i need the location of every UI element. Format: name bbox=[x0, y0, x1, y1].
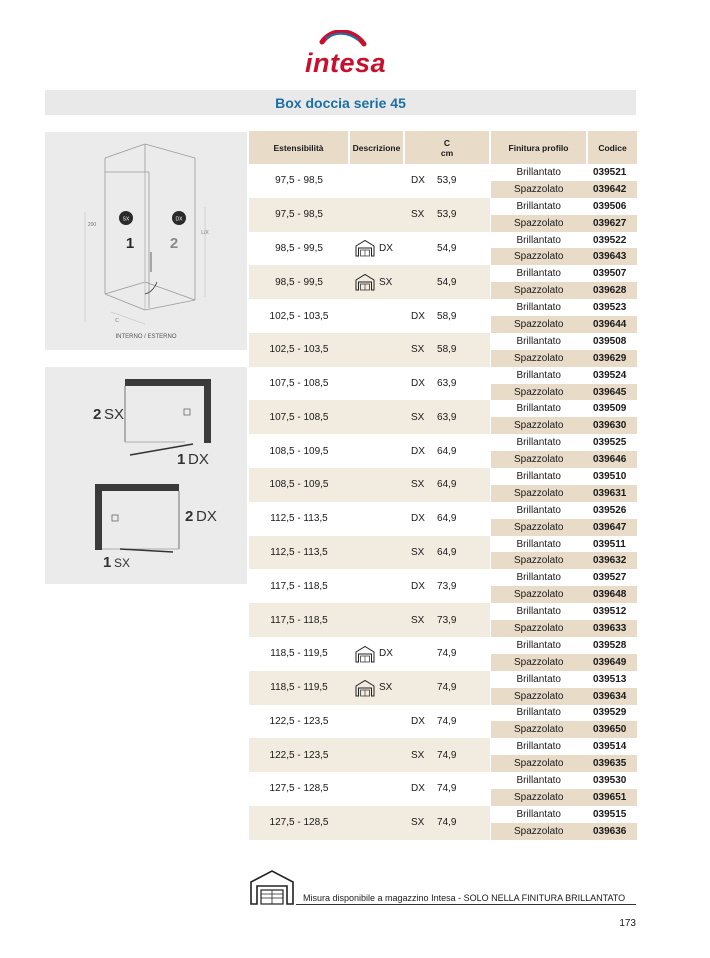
plan-diagrams-drawing bbox=[45, 367, 247, 584]
cell-descrizione bbox=[349, 333, 425, 367]
cell-finitura: Brillantato bbox=[490, 671, 587, 688]
warehouse-icon-slot bbox=[355, 679, 375, 697]
cell-codice: 039648 bbox=[587, 586, 637, 603]
cell-codice: 039629 bbox=[587, 350, 637, 367]
cell-c: 74,9 bbox=[404, 806, 490, 840]
footer-divider bbox=[296, 904, 636, 905]
cell-finitura: Brillantato bbox=[490, 637, 587, 654]
cell-finitura: Spazzolato bbox=[490, 417, 587, 434]
cell-estensibilita: 97,5 - 98,5 bbox=[275, 175, 323, 187]
cell-codice: 039633 bbox=[587, 620, 637, 637]
cell-finitura: Spazzolato bbox=[490, 248, 587, 265]
cell-finitura: Brillantato bbox=[490, 232, 587, 249]
table-row bbox=[249, 164, 637, 181]
cell-descrizione bbox=[349, 468, 425, 502]
page-title: Box doccia serie 45 bbox=[275, 94, 406, 111]
cell-finitura: Brillantato bbox=[490, 367, 587, 384]
cell-estensibilita: 118,5 - 119,5 bbox=[270, 648, 328, 660]
cell-descrizione bbox=[349, 772, 425, 806]
table-row bbox=[249, 637, 637, 654]
desc-text: SX bbox=[411, 344, 425, 356]
cell-descrizione bbox=[349, 367, 425, 401]
cell-descrizione bbox=[349, 434, 425, 468]
cell-finitura: Brillantato bbox=[490, 299, 587, 316]
label-1sx-dir: SX bbox=[114, 556, 131, 570]
desc-text: SX bbox=[411, 209, 425, 221]
table-row bbox=[249, 232, 637, 249]
header-c-line2: cm bbox=[440, 147, 454, 158]
label-1dx-num: 1 bbox=[177, 451, 186, 468]
label-2dx-dir: DX bbox=[196, 508, 217, 525]
plan-diagrams-panel bbox=[45, 367, 247, 584]
desc-text: SX bbox=[411, 546, 425, 558]
footer-note: Misura disponibile a magazzino Intesa - SOLO NELLA FINITURA BRILLANTATO bbox=[303, 893, 626, 903]
cell-finitura: Spazzolato bbox=[490, 586, 587, 603]
cell-finitura: Spazzolato bbox=[490, 181, 587, 198]
desc-text: SX bbox=[411, 614, 425, 626]
cell-codice: 039644 bbox=[587, 316, 637, 333]
cell-finitura: Spazzolato bbox=[490, 755, 587, 772]
cell-finitura: Brillantato bbox=[490, 434, 587, 451]
cell-codice: 039522 bbox=[593, 234, 627, 246]
cell-codice: 039525 bbox=[593, 437, 627, 449]
cell-codice: 039530 bbox=[593, 775, 627, 786]
cell-codice: 039521 bbox=[593, 166, 627, 178]
cell-estensibilita: 102,5 - 103,5 bbox=[269, 310, 329, 322]
cell-finitura: Spazzolato bbox=[490, 485, 587, 502]
table-row bbox=[249, 738, 637, 755]
cell-c: 64,9 bbox=[404, 536, 490, 570]
dim-height: 200 bbox=[87, 222, 97, 228]
cell-c: 53,9 bbox=[437, 175, 457, 187]
cell-codice: 039635 bbox=[587, 755, 637, 772]
cell-c: 74,9 bbox=[437, 648, 457, 660]
cell-codice: 039631 bbox=[587, 485, 637, 502]
cell-estensibilita: 108,5 - 109,5 bbox=[269, 445, 329, 457]
cell-c: 63,9 bbox=[437, 378, 457, 390]
desc-text: SX bbox=[379, 276, 393, 288]
cell-c: 54,9 bbox=[437, 242, 457, 254]
desc-text: DX bbox=[411, 715, 425, 727]
cell-codice: 039527 bbox=[593, 572, 627, 584]
cell-codice: 039526 bbox=[593, 504, 627, 516]
cell-codice: 039632 bbox=[587, 552, 637, 569]
cell-codice: 039642 bbox=[587, 181, 637, 198]
warehouse-icon-slot bbox=[355, 645, 375, 663]
cell-finitura: Spazzolato bbox=[490, 215, 587, 232]
shower-3d-drawing bbox=[45, 132, 247, 350]
cell-codice: 039634 bbox=[587, 688, 637, 705]
cell-finitura: Brillantato bbox=[490, 400, 587, 417]
table-row bbox=[249, 434, 637, 451]
header-codice: Codice bbox=[587, 131, 637, 164]
cell-descrizione bbox=[349, 265, 404, 299]
cell-c: 74,9 bbox=[437, 715, 457, 727]
cell-codice: 039506 bbox=[593, 200, 627, 212]
cell-estensibilita: 122,5 - 123,5 bbox=[249, 738, 349, 772]
table-row bbox=[249, 705, 637, 722]
label-1sx-num: 1 bbox=[103, 554, 112, 571]
cell-descrizione bbox=[349, 637, 404, 671]
cell-estensibilita: 127,5 - 128,5 bbox=[249, 806, 349, 840]
cell-codice: 039509 bbox=[593, 403, 627, 415]
desc-text: DX bbox=[411, 175, 425, 187]
cell-codice: 039508 bbox=[593, 335, 627, 347]
desc-text: DX bbox=[379, 648, 393, 660]
dim-c: C bbox=[115, 318, 119, 324]
cell-finitura: Brillantato bbox=[490, 603, 587, 620]
cell-finitura: Brillantato bbox=[490, 705, 587, 722]
logo-text: intesa bbox=[305, 48, 387, 78]
table-row bbox=[249, 400, 637, 417]
cell-descrizione bbox=[349, 671, 404, 705]
cell-c: 58,9 bbox=[437, 310, 457, 322]
cell-finitura: Brillantato bbox=[490, 164, 587, 181]
desc-text: SX bbox=[411, 749, 425, 761]
warehouse-icon bbox=[355, 645, 375, 663]
cell-estensibilita: 102,5 - 103,5 bbox=[249, 333, 349, 367]
cell-finitura: Spazzolato bbox=[490, 789, 587, 806]
cell-finitura: Spazzolato bbox=[490, 282, 587, 299]
header-finitura: Finitura profilo bbox=[490, 131, 587, 164]
cell-descrizione bbox=[349, 569, 425, 603]
cell-c: 74,9 bbox=[404, 671, 490, 705]
shower-3d-panel bbox=[45, 132, 247, 350]
cell-finitura: Brillantato bbox=[490, 468, 587, 485]
cell-finitura: Brillantato bbox=[490, 772, 587, 789]
cell-finitura: Spazzolato bbox=[490, 350, 587, 367]
cell-descrizione bbox=[349, 400, 425, 434]
cell-finitura: Brillantato bbox=[490, 536, 587, 553]
warehouse-icon-slot bbox=[355, 239, 375, 257]
cell-descrizione bbox=[349, 705, 425, 739]
cell-descrizione bbox=[349, 603, 425, 637]
cell-finitura: Brillantato bbox=[490, 333, 587, 350]
cell-codice: 039630 bbox=[587, 417, 637, 434]
cell-finitura: Spazzolato bbox=[490, 519, 587, 536]
cell-c: 58,9 bbox=[404, 333, 490, 367]
cell-finitura: Spazzolato bbox=[490, 316, 587, 333]
cell-codice: 039627 bbox=[587, 215, 637, 232]
warehouse-icon bbox=[355, 273, 375, 291]
cell-estensibilita: 97,5 - 98,5 bbox=[249, 198, 349, 232]
cell-estensibilita: 107,5 - 108,5 bbox=[269, 378, 329, 390]
cell-codice: 039528 bbox=[593, 639, 627, 651]
cell-c: 64,9 bbox=[437, 513, 457, 525]
warehouse-icon bbox=[355, 679, 375, 697]
dim-width: L/X bbox=[201, 230, 209, 236]
cell-finitura: Brillantato bbox=[490, 502, 587, 519]
cell-descrizione bbox=[349, 198, 425, 232]
table-row bbox=[249, 603, 637, 620]
label-2: 2 bbox=[169, 235, 179, 252]
table-row bbox=[249, 333, 637, 350]
cell-c: 73,9 bbox=[404, 603, 490, 637]
cell-estensibilita: 98,5 - 99,5 bbox=[249, 265, 349, 299]
cell-finitura: Spazzolato bbox=[490, 688, 587, 705]
cell-descrizione bbox=[349, 536, 425, 570]
cell-finitura: Spazzolato bbox=[490, 721, 587, 738]
table-row bbox=[249, 367, 637, 384]
cell-codice: 039523 bbox=[593, 302, 627, 314]
cell-estensibilita: 117,5 - 118,5 bbox=[249, 603, 349, 637]
cell-c: 53,9 bbox=[404, 198, 490, 232]
table-row bbox=[249, 671, 637, 688]
cell-estensibilita: 112,5 - 113,5 bbox=[270, 513, 328, 525]
table-body bbox=[249, 164, 637, 840]
cell-codice: 039650 bbox=[587, 721, 637, 738]
cell-codice: 039651 bbox=[587, 789, 637, 806]
cell-estensibilita: 122,5 - 123,5 bbox=[269, 715, 329, 727]
desc-text: DX bbox=[411, 310, 425, 322]
cell-descrizione bbox=[349, 232, 404, 266]
table-header-row bbox=[249, 131, 637, 164]
cell-codice: 039643 bbox=[587, 248, 637, 265]
cell-c: 54,9 bbox=[404, 265, 490, 299]
desc-text: DX bbox=[411, 783, 425, 795]
cell-codice: 039514 bbox=[593, 741, 627, 753]
cell-codice: 039628 bbox=[587, 282, 637, 299]
header-estensibilita: Estensibilità bbox=[249, 131, 349, 164]
cell-codice: 039649 bbox=[587, 654, 637, 671]
cell-finitura: Brillantato bbox=[490, 738, 587, 755]
table-row bbox=[249, 502, 637, 519]
label-2sx-top-num: 2 bbox=[93, 406, 102, 423]
cell-codice: 039511 bbox=[593, 538, 626, 550]
table-row bbox=[249, 536, 637, 553]
cell-finitura: Brillantato bbox=[490, 198, 587, 215]
table-row bbox=[249, 299, 637, 316]
label-1dx-dir: DX bbox=[188, 451, 209, 468]
warehouse-icon bbox=[355, 239, 375, 257]
cell-estensibilita: 118,5 - 119,5 bbox=[249, 671, 349, 705]
cell-codice: 039512 bbox=[593, 606, 627, 618]
cell-c: 63,9 bbox=[404, 400, 490, 434]
cell-codice: 039510 bbox=[593, 470, 627, 482]
cell-c: 64,9 bbox=[404, 468, 490, 502]
desc-text: DX bbox=[379, 242, 393, 254]
cell-codice: 039645 bbox=[587, 384, 637, 401]
page-number: 173 bbox=[619, 918, 636, 929]
desc-text: SX bbox=[411, 479, 425, 491]
table-row bbox=[249, 265, 637, 282]
desc-text: DX bbox=[411, 513, 425, 525]
desc-text: SX bbox=[411, 411, 425, 423]
label-1: 1 bbox=[125, 235, 135, 252]
cell-finitura: Spazzolato bbox=[490, 552, 587, 569]
cell-finitura: Spazzolato bbox=[490, 620, 587, 637]
cell-finitura: Brillantato bbox=[490, 806, 587, 823]
header-descrizione: Descrizione bbox=[349, 131, 404, 164]
cell-descrizione bbox=[349, 806, 425, 840]
cell-codice: 039513 bbox=[593, 673, 627, 685]
cell-estensibilita: 98,5 - 99,5 bbox=[275, 242, 323, 254]
cell-c: 73,9 bbox=[437, 580, 457, 592]
table-row bbox=[249, 806, 637, 823]
warehouse-icon bbox=[247, 868, 297, 906]
table-row bbox=[249, 198, 637, 215]
cell-codice: 039646 bbox=[587, 451, 637, 468]
cell-finitura: Spazzolato bbox=[490, 823, 587, 840]
cell-finitura: Brillantato bbox=[490, 265, 587, 282]
cell-c: 64,9 bbox=[437, 445, 457, 457]
cell-codice: 039515 bbox=[593, 808, 627, 820]
cell-descrizione bbox=[349, 738, 425, 772]
cell-codice: 039524 bbox=[593, 369, 627, 381]
cell-finitura: Brillantato bbox=[490, 569, 587, 586]
desc-text: DX bbox=[411, 580, 425, 592]
cell-codice: 039636 bbox=[587, 823, 637, 840]
badge-sx: SX bbox=[122, 216, 130, 223]
table-row bbox=[249, 772, 637, 789]
cell-c: 74,9 bbox=[404, 738, 490, 772]
badge-dx: DX bbox=[175, 216, 183, 223]
cell-finitura: Spazzolato bbox=[490, 654, 587, 671]
cell-estensibilita: 107,5 - 108,5 bbox=[249, 400, 349, 434]
desc-text: SX bbox=[411, 817, 425, 829]
cell-estensibilita: 112,5 - 113,5 bbox=[249, 536, 349, 570]
cell-estensibilita: 127,5 - 128,5 bbox=[269, 783, 329, 795]
cell-c: 74,9 bbox=[437, 783, 457, 795]
title-bar bbox=[45, 90, 636, 115]
cell-estensibilita: 117,5 - 118,5 bbox=[270, 580, 328, 592]
label-2dx-num: 2 bbox=[185, 508, 194, 525]
warehouse-icon-slot bbox=[355, 273, 375, 291]
cell-descrizione bbox=[349, 299, 425, 333]
cell-finitura: Spazzolato bbox=[490, 451, 587, 468]
product-table bbox=[249, 131, 637, 840]
cell-codice: 039507 bbox=[593, 268, 627, 280]
label-2sx-top-dir: SX bbox=[104, 406, 125, 423]
table-row bbox=[249, 569, 637, 586]
cell-codice: 039647 bbox=[587, 519, 637, 536]
desc-text: SX bbox=[379, 682, 393, 694]
panel-caption: INTERNO / ESTERNO bbox=[115, 334, 177, 340]
cell-codice: 039529 bbox=[593, 707, 627, 719]
cell-finitura: Spazzolato bbox=[490, 384, 587, 401]
desc-text: DX bbox=[411, 378, 425, 390]
header-c bbox=[404, 131, 490, 164]
cell-descrizione bbox=[349, 502, 425, 536]
intesa-logo bbox=[300, 30, 390, 82]
cell-descrizione bbox=[349, 164, 425, 198]
header-c-line1: C bbox=[443, 137, 451, 148]
table-row bbox=[249, 468, 637, 485]
desc-text: DX bbox=[411, 445, 425, 457]
cell-estensibilita: 108,5 - 109,5 bbox=[249, 468, 349, 502]
